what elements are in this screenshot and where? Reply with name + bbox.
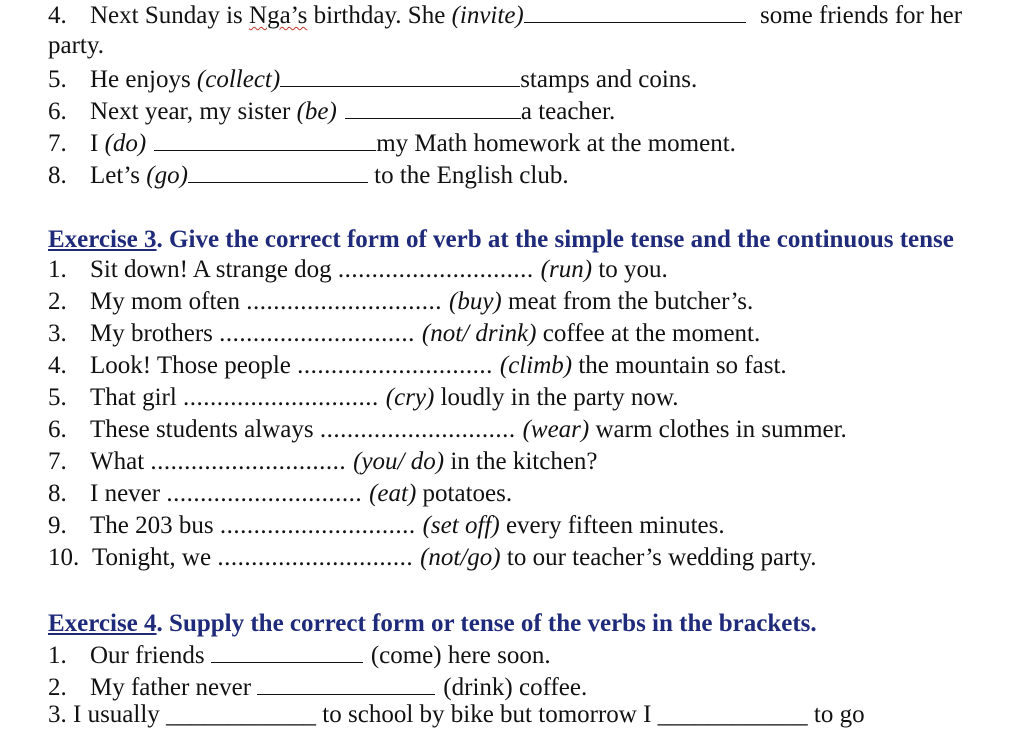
answer-dots[interactable]: ............................. (319, 416, 516, 443)
ex3-item (48, 286, 753, 318)
exercise-title: . Supply the correct form or tense of the verbs in the brackets. (156, 610, 817, 637)
item-text: the mountain so fast. (572, 352, 787, 379)
ex3-item (48, 478, 512, 510)
verb-hint: (buy) (449, 288, 502, 315)
item-text: potatoes. (416, 480, 513, 507)
ex4-item-1 (48, 638, 551, 670)
item-text: Tonight, we (92, 544, 218, 571)
item-number: 6. (48, 98, 67, 125)
verb-hint: (run) (540, 256, 593, 283)
item-text: Look! Those people (90, 352, 298, 379)
ex3-item (48, 510, 725, 542)
item-text: Next Sunday is (90, 2, 250, 29)
verb-hint: (be) (296, 98, 337, 125)
verb-hint: (you/ do) (353, 448, 445, 475)
item-text: These students always (90, 416, 320, 443)
item-text: warm clothes in summer. (589, 416, 847, 443)
answer-dots[interactable]: ............................. (183, 384, 379, 411)
item-text: The 203 bus (90, 512, 220, 539)
item-text: Sit down! A strange dog (90, 256, 338, 283)
item-text: What (90, 448, 151, 475)
ex3-item (48, 446, 598, 478)
item-number: 8. (48, 162, 67, 189)
item-number: 1. (48, 642, 67, 669)
item-text: party. (48, 32, 104, 59)
item-number: 2. (48, 674, 67, 701)
item-text: here soon. (441, 642, 551, 669)
item-number: 1. (48, 256, 67, 283)
item-number: 7. (48, 130, 67, 157)
item-text: Our friends (90, 642, 211, 669)
verb-hint: (wear) (522, 416, 590, 443)
ex3-item (48, 318, 760, 350)
ex2-item-8 (48, 158, 569, 190)
answer-blank[interactable] (345, 94, 521, 119)
item-text: to you. (592, 256, 668, 283)
item-text: Next year, my sister (90, 98, 297, 125)
item-text: my Math homework at the moment. (376, 130, 736, 157)
item-number: 5. (48, 66, 67, 93)
item-number: 8. (48, 480, 67, 507)
item-text: coffee at the moment. (536, 320, 761, 347)
exercise-4-heading (48, 608, 817, 640)
exercise-label: Exercise 4 (48, 610, 157, 637)
item-text: every fifteen minutes. (499, 512, 725, 539)
item-text: He enjoys (90, 66, 197, 93)
exercise-label: Exercise 3 (48, 226, 157, 253)
answer-blank[interactable] (524, 0, 746, 23)
verb-hint: (climb) (499, 352, 573, 379)
ex2-item-7 (48, 126, 736, 158)
answer-blank[interactable] (154, 126, 376, 151)
item-number: 10. (48, 544, 80, 571)
ex2-item-6 (48, 94, 615, 126)
ex3-item (48, 542, 817, 574)
verb-hint: (do) (104, 130, 147, 157)
verb-hint: (go) (146, 162, 188, 189)
item-text: stamps and coins. (520, 66, 698, 93)
item-text: loudly in the party now. (434, 384, 679, 411)
answer-blank[interactable] (280, 62, 520, 87)
item-text: birthday. She (307, 2, 452, 29)
answer-dots[interactable]: ............................. (219, 320, 415, 347)
item-number: 7. (48, 448, 67, 475)
item-text: a teacher. (520, 98, 616, 125)
answer-dots[interactable]: ............................. (166, 480, 363, 507)
verb-hint: (not/go) (420, 544, 501, 571)
item-text: meat from the butcher’s. (501, 288, 754, 315)
item-text: some friends for her (753, 2, 963, 29)
answer-dots[interactable]: ............................. (297, 352, 493, 379)
answer-dots[interactable]: ............................. (150, 448, 347, 475)
verb-hint: (collect) (196, 66, 281, 93)
item-number: 2. (48, 288, 67, 315)
answer-blank[interactable] (211, 638, 363, 663)
item-name: Nga’s (249, 2, 308, 29)
answer-blank[interactable] (188, 158, 368, 183)
item-text: coffee. (512, 674, 588, 701)
item-number: 4. (48, 2, 67, 29)
ex2-item-5 (48, 62, 697, 94)
exercise-title: . Give the correct form of verb at the simple tense and the continuous tense (156, 226, 954, 253)
answer-dots[interactable]: ............................. (246, 288, 442, 315)
answer-dots[interactable]: ............................. (219, 512, 416, 539)
answer-dots[interactable]: ............................. (337, 256, 534, 283)
answer-dots[interactable]: ............................. (217, 544, 414, 571)
ex4-item-3-partial: 3. I usually ____________ to school by bike but tomorrow I ____________ to go (48, 701, 865, 728)
verb-hint: (eat) (369, 480, 417, 507)
item-text: My father never (90, 674, 258, 701)
ex3-item (48, 414, 847, 446)
item-number: 4. (48, 352, 67, 379)
answer-blank[interactable] (257, 670, 435, 695)
item-number: 9. (48, 512, 67, 539)
ex3-item (48, 350, 787, 382)
verb-hint: (invite) (451, 2, 524, 29)
item-text: Let’s (90, 162, 147, 189)
item-text: in the kitchen? (444, 448, 598, 475)
item-number: 3. (48, 320, 67, 347)
item-text: My mom often (90, 288, 247, 315)
item-number: 5. (48, 384, 67, 411)
verb-hint: (drink) (443, 674, 513, 701)
item-text: My brothers (90, 320, 220, 347)
ex2-item-4-cont (48, 30, 104, 62)
item-text: to the English club. (367, 162, 569, 189)
item-number: 6. (48, 416, 67, 443)
verb-hint: (set off) (422, 512, 500, 539)
verb-hint: (cry) (385, 384, 435, 411)
ex2-item-4 (48, 0, 962, 30)
verb-hint: (come) (370, 642, 442, 669)
verb-hint: (not/ drink) (421, 320, 537, 347)
ex3-item (48, 382, 679, 414)
item-text: I (90, 130, 105, 157)
item-text: to our teacher’s wedding party. (500, 544, 817, 571)
ex3-item (48, 254, 668, 286)
item-text: I never (90, 480, 167, 507)
exercise-3-heading (48, 224, 954, 256)
item-text: That girl (90, 384, 184, 411)
ex4-item-2 (48, 670, 587, 702)
